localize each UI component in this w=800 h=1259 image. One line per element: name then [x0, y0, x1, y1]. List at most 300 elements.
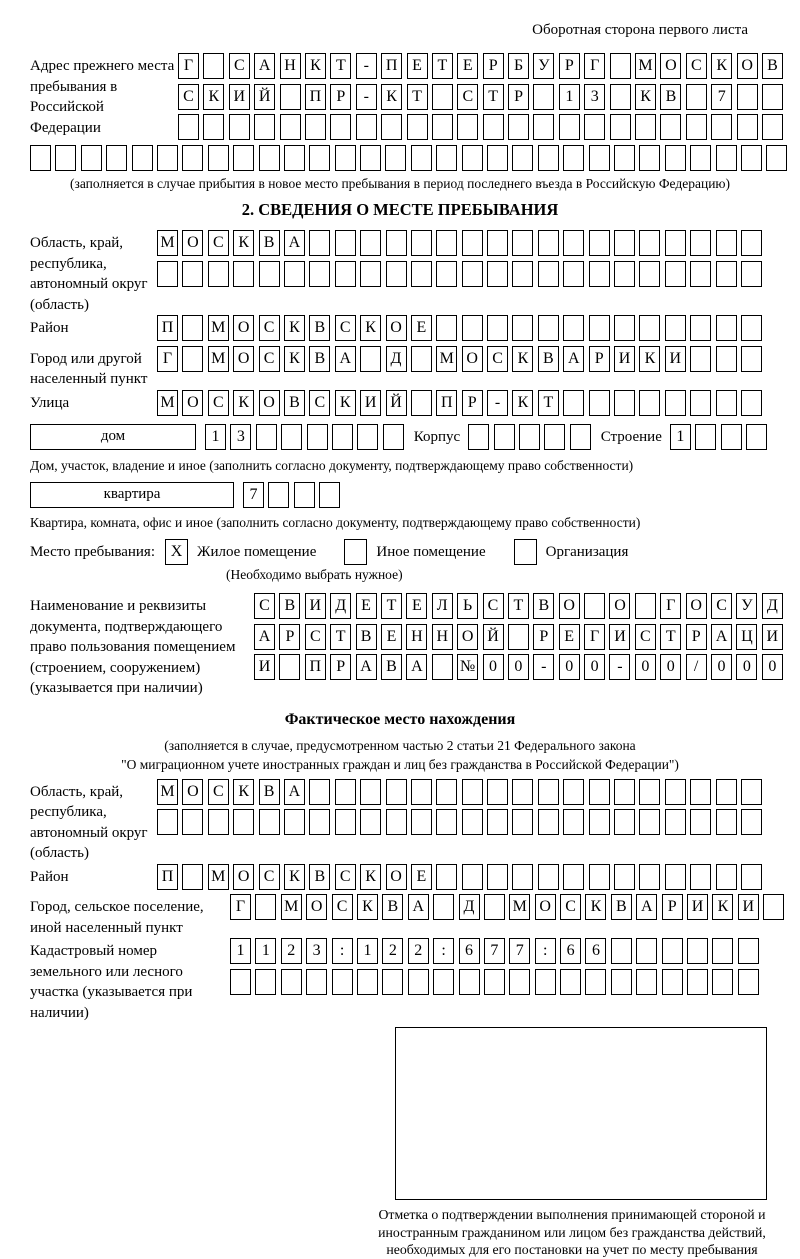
char-cell[interactable]	[512, 809, 533, 835]
char-cell[interactable]: И	[609, 624, 630, 650]
char-cell[interactable]	[280, 84, 301, 110]
char-cell[interactable]	[157, 145, 178, 171]
char-cell[interactable]: А	[356, 654, 377, 680]
char-cell[interactable]: Т	[508, 593, 529, 619]
char-cell[interactable]: С	[335, 864, 356, 890]
char-cell[interactable]	[436, 809, 457, 835]
char-cell[interactable]	[690, 864, 711, 890]
char-cell[interactable]: О	[233, 346, 254, 372]
char-cell[interactable]	[570, 424, 591, 450]
char-cell[interactable]: В	[382, 894, 403, 920]
char-cell[interactable]	[436, 864, 457, 890]
char-cell[interactable]: П	[436, 390, 457, 416]
char-cell[interactable]	[665, 230, 686, 256]
char-cell[interactable]	[386, 230, 407, 256]
char-cell[interactable]: И	[254, 654, 275, 680]
char-cell[interactable]: С	[259, 864, 280, 890]
char-cell[interactable]	[711, 114, 732, 140]
char-cell[interactable]	[610, 84, 631, 110]
char-cell[interactable]	[690, 809, 711, 835]
char-cell[interactable]	[309, 779, 330, 805]
char-cell[interactable]: 0	[559, 654, 580, 680]
char-cell[interactable]: Д	[330, 593, 351, 619]
char-cell[interactable]	[690, 230, 711, 256]
char-cell[interactable]	[563, 809, 584, 835]
char-cell[interactable]: Т	[330, 624, 351, 650]
char-cell[interactable]: С	[259, 315, 280, 341]
char-cell[interactable]: О	[386, 315, 407, 341]
char-cell[interactable]	[462, 864, 483, 890]
char-cell[interactable]: К	[233, 230, 254, 256]
char-cell[interactable]: Н	[280, 53, 301, 79]
char-cell[interactable]: М	[509, 894, 530, 920]
char-cell[interactable]: И	[687, 894, 708, 920]
char-cell[interactable]	[383, 424, 404, 450]
char-cell[interactable]: М	[157, 779, 178, 805]
char-cell[interactable]	[230, 969, 251, 995]
char-cell[interactable]: Р	[483, 53, 504, 79]
char-cell[interactable]: К	[233, 390, 254, 416]
char-cell[interactable]: М	[208, 315, 229, 341]
char-cell[interactable]	[512, 145, 533, 171]
char-cell[interactable]: У	[533, 53, 554, 79]
char-cell[interactable]: О	[306, 894, 327, 920]
char-cell[interactable]	[716, 390, 737, 416]
char-cell[interactable]	[690, 779, 711, 805]
char-cell[interactable]	[81, 145, 102, 171]
char-cell[interactable]: Г	[178, 53, 199, 79]
char-cell[interactable]: О	[660, 53, 681, 79]
char-cell[interactable]: 1	[230, 938, 251, 964]
char-cell[interactable]	[589, 390, 610, 416]
char-cell[interactable]	[716, 779, 737, 805]
char-cell[interactable]	[411, 779, 432, 805]
char-cell[interactable]	[512, 864, 533, 890]
char-cell[interactable]	[512, 230, 533, 256]
char-cell[interactable]: 2	[408, 938, 429, 964]
char-cell[interactable]	[407, 114, 428, 140]
char-cell[interactable]	[411, 346, 432, 372]
checkbox-organization[interactable]	[514, 539, 537, 565]
char-cell[interactable]: В	[259, 230, 280, 256]
char-cell[interactable]: Е	[381, 624, 402, 650]
char-cell[interactable]	[436, 230, 457, 256]
char-cell[interactable]	[436, 261, 457, 287]
char-cell[interactable]	[639, 779, 660, 805]
char-cell[interactable]	[487, 864, 508, 890]
char-cell[interactable]	[509, 969, 530, 995]
char-cell[interactable]	[614, 145, 635, 171]
char-cell[interactable]: С	[259, 346, 280, 372]
char-cell[interactable]: Р	[559, 53, 580, 79]
char-cell[interactable]: И	[229, 84, 250, 110]
char-cell[interactable]: С	[686, 53, 707, 79]
char-cell[interactable]	[538, 261, 559, 287]
char-cell[interactable]	[284, 809, 305, 835]
char-cell[interactable]	[182, 864, 203, 890]
char-cell[interactable]	[208, 261, 229, 287]
char-cell[interactable]: К	[357, 894, 378, 920]
char-cell[interactable]	[690, 261, 711, 287]
char-cell[interactable]: И	[665, 346, 686, 372]
char-cell[interactable]	[636, 938, 657, 964]
char-cell[interactable]: 7	[711, 84, 732, 110]
char-cell[interactable]	[544, 424, 565, 450]
checkbox-other-premises[interactable]	[344, 539, 367, 565]
char-cell[interactable]	[766, 145, 787, 171]
char-cell[interactable]	[335, 230, 356, 256]
char-cell[interactable]: П	[305, 84, 326, 110]
char-cell[interactable]	[563, 315, 584, 341]
char-cell[interactable]	[639, 261, 660, 287]
char-cell[interactable]: М	[208, 346, 229, 372]
char-cell[interactable]	[462, 779, 483, 805]
char-cell[interactable]	[508, 624, 529, 650]
char-cell[interactable]: А	[335, 346, 356, 372]
char-cell[interactable]	[741, 145, 762, 171]
char-cell[interactable]	[690, 390, 711, 416]
char-cell[interactable]: И	[305, 593, 326, 619]
char-cell[interactable]: В	[279, 593, 300, 619]
char-cell[interactable]: М	[281, 894, 302, 920]
char-cell[interactable]: Е	[407, 53, 428, 79]
char-cell[interactable]	[106, 145, 127, 171]
char-cell[interactable]: Т	[407, 84, 428, 110]
char-cell[interactable]	[665, 809, 686, 835]
char-cell[interactable]	[357, 424, 378, 450]
char-cell[interactable]: Р	[330, 84, 351, 110]
char-cell[interactable]	[687, 938, 708, 964]
char-cell[interactable]	[494, 424, 515, 450]
char-cell[interactable]	[360, 346, 381, 372]
char-cell[interactable]	[741, 346, 762, 372]
char-cell[interactable]	[763, 894, 784, 920]
char-cell[interactable]	[459, 969, 480, 995]
char-cell[interactable]: С	[208, 390, 229, 416]
char-cell[interactable]	[360, 261, 381, 287]
char-cell[interactable]	[256, 424, 277, 450]
char-cell[interactable]: -	[356, 84, 377, 110]
char-cell[interactable]	[309, 261, 330, 287]
char-cell[interactable]	[614, 864, 635, 890]
char-cell[interactable]: С	[309, 390, 330, 416]
char-cell[interactable]	[484, 969, 505, 995]
char-cell[interactable]	[563, 145, 584, 171]
char-cell[interactable]	[762, 114, 783, 140]
char-cell[interactable]	[639, 230, 660, 256]
char-cell[interactable]	[614, 230, 635, 256]
char-cell[interactable]	[560, 969, 581, 995]
char-cell[interactable]: А	[563, 346, 584, 372]
char-cell[interactable]: С	[560, 894, 581, 920]
char-cell[interactable]	[589, 809, 610, 835]
char-cell[interactable]	[182, 346, 203, 372]
char-cell[interactable]	[55, 145, 76, 171]
char-cell[interactable]: А	[408, 894, 429, 920]
char-cell[interactable]: В	[309, 315, 330, 341]
char-cell[interactable]	[360, 809, 381, 835]
char-cell[interactable]: К	[305, 53, 326, 79]
char-cell[interactable]	[281, 424, 302, 450]
char-cell[interactable]: Т	[538, 390, 559, 416]
char-cell[interactable]: О	[259, 390, 280, 416]
char-cell[interactable]: К	[360, 315, 381, 341]
char-cell[interactable]: Н	[432, 624, 453, 650]
char-cell[interactable]	[538, 230, 559, 256]
char-cell[interactable]: В	[533, 593, 554, 619]
char-cell[interactable]: Е	[406, 593, 427, 619]
char-cell[interactable]	[255, 969, 276, 995]
char-cell[interactable]: П	[305, 654, 326, 680]
char-cell[interactable]	[512, 261, 533, 287]
char-cell[interactable]	[182, 145, 203, 171]
char-cell[interactable]	[462, 261, 483, 287]
char-cell[interactable]: О	[686, 593, 707, 619]
char-cell[interactable]	[233, 145, 254, 171]
char-cell[interactable]	[284, 261, 305, 287]
char-cell[interactable]	[255, 894, 276, 920]
char-cell[interactable]	[611, 969, 632, 995]
char-cell[interactable]: О	[609, 593, 630, 619]
char-cell[interactable]	[432, 114, 453, 140]
char-cell[interactable]	[457, 114, 478, 140]
char-cell[interactable]	[411, 230, 432, 256]
char-cell[interactable]	[436, 145, 457, 171]
char-cell[interactable]: :	[433, 938, 454, 964]
char-cell[interactable]	[721, 424, 742, 450]
char-cell[interactable]: -	[356, 53, 377, 79]
char-cell[interactable]	[411, 261, 432, 287]
char-cell[interactable]: И	[738, 894, 759, 920]
char-cell[interactable]	[335, 809, 356, 835]
char-cell[interactable]: 2	[382, 938, 403, 964]
char-cell[interactable]	[533, 84, 554, 110]
char-cell[interactable]: Й	[254, 84, 275, 110]
char-cell[interactable]: И	[614, 346, 635, 372]
char-cell[interactable]	[686, 84, 707, 110]
char-cell[interactable]: Б	[508, 53, 529, 79]
char-cell[interactable]	[357, 969, 378, 995]
char-cell[interactable]	[716, 230, 737, 256]
char-cell[interactable]: К	[712, 894, 733, 920]
char-cell[interactable]	[716, 315, 737, 341]
char-cell[interactable]	[279, 654, 300, 680]
char-cell[interactable]: К	[284, 346, 305, 372]
char-cell[interactable]: В	[284, 390, 305, 416]
char-cell[interactable]	[462, 315, 483, 341]
char-cell[interactable]	[30, 145, 51, 171]
char-cell[interactable]: К	[585, 894, 606, 920]
char-cell[interactable]: О	[457, 624, 478, 650]
char-cell[interactable]: №	[457, 654, 478, 680]
char-cell[interactable]: С	[487, 346, 508, 372]
char-cell[interactable]: С	[254, 593, 275, 619]
char-cell[interactable]: В	[538, 346, 559, 372]
char-cell[interactable]	[741, 261, 762, 287]
char-cell[interactable]	[332, 969, 353, 995]
char-cell[interactable]: Т	[330, 53, 351, 79]
char-cell[interactable]: С	[711, 593, 732, 619]
char-cell[interactable]: В	[381, 654, 402, 680]
char-cell[interactable]	[519, 424, 540, 450]
char-cell[interactable]: К	[381, 84, 402, 110]
char-cell[interactable]	[132, 145, 153, 171]
char-cell[interactable]: В	[660, 84, 681, 110]
char-cell[interactable]	[385, 145, 406, 171]
char-cell[interactable]: О	[462, 346, 483, 372]
char-cell[interactable]	[738, 969, 759, 995]
char-cell[interactable]	[665, 145, 686, 171]
char-cell[interactable]	[589, 230, 610, 256]
char-cell[interactable]: А	[636, 894, 657, 920]
char-cell[interactable]: А	[711, 624, 732, 650]
char-cell[interactable]	[386, 779, 407, 805]
char-cell[interactable]	[483, 114, 504, 140]
char-cell[interactable]	[335, 779, 356, 805]
char-cell[interactable]: 7	[484, 938, 505, 964]
char-cell[interactable]	[610, 53, 631, 79]
char-cell[interactable]: 1	[559, 84, 580, 110]
char-cell[interactable]: 1	[670, 424, 691, 450]
char-cell[interactable]: А	[254, 53, 275, 79]
char-cell[interactable]: Р	[279, 624, 300, 650]
char-cell[interactable]	[330, 114, 351, 140]
char-cell[interactable]: Р	[330, 654, 351, 680]
char-cell[interactable]: Й	[386, 390, 407, 416]
char-cell[interactable]: К	[233, 779, 254, 805]
char-cell[interactable]: Е	[356, 593, 377, 619]
char-cell[interactable]	[487, 230, 508, 256]
char-cell[interactable]: 6	[560, 938, 581, 964]
char-cell[interactable]	[259, 809, 280, 835]
char-cell[interactable]: С	[178, 84, 199, 110]
char-cell[interactable]: 0	[483, 654, 504, 680]
char-cell[interactable]: П	[157, 864, 178, 890]
char-cell[interactable]: М	[436, 346, 457, 372]
char-cell[interactable]: О	[233, 864, 254, 890]
char-cell[interactable]: Е	[411, 315, 432, 341]
char-cell[interactable]	[538, 145, 559, 171]
char-cell[interactable]: Р	[508, 84, 529, 110]
char-cell[interactable]: О	[182, 230, 203, 256]
char-cell[interactable]: К	[335, 390, 356, 416]
char-cell[interactable]	[487, 261, 508, 287]
char-cell[interactable]: К	[284, 864, 305, 890]
char-cell[interactable]	[462, 230, 483, 256]
char-cell[interactable]	[563, 261, 584, 287]
char-cell[interactable]	[639, 809, 660, 835]
char-cell[interactable]	[433, 894, 454, 920]
char-cell[interactable]	[665, 261, 686, 287]
char-cell[interactable]	[487, 779, 508, 805]
char-cell[interactable]	[614, 809, 635, 835]
char-cell[interactable]: 1	[357, 938, 378, 964]
char-cell[interactable]: В	[259, 779, 280, 805]
char-cell[interactable]	[360, 779, 381, 805]
char-cell[interactable]	[408, 969, 429, 995]
char-cell[interactable]: О	[559, 593, 580, 619]
char-cell[interactable]	[178, 114, 199, 140]
char-cell[interactable]	[538, 864, 559, 890]
char-cell[interactable]: А	[284, 779, 305, 805]
char-cell[interactable]: Е	[457, 53, 478, 79]
char-cell[interactable]	[508, 114, 529, 140]
char-cell[interactable]	[335, 145, 356, 171]
char-cell[interactable]	[662, 938, 683, 964]
char-cell[interactable]	[411, 390, 432, 416]
char-cell[interactable]: В	[309, 864, 330, 890]
char-cell[interactable]: К	[711, 53, 732, 79]
char-cell[interactable]	[386, 261, 407, 287]
char-cell[interactable]	[559, 114, 580, 140]
char-cell[interactable]: Р	[533, 624, 554, 650]
char-cell[interactable]	[639, 145, 660, 171]
char-cell[interactable]	[432, 654, 453, 680]
char-cell[interactable]	[436, 779, 457, 805]
char-cell[interactable]	[203, 114, 224, 140]
char-cell[interactable]	[665, 315, 686, 341]
char-cell[interactable]	[738, 938, 759, 964]
char-cell[interactable]: С	[335, 315, 356, 341]
char-cell[interactable]	[259, 261, 280, 287]
char-cell[interactable]: 6	[459, 938, 480, 964]
char-cell[interactable]	[589, 779, 610, 805]
char-cell[interactable]	[538, 315, 559, 341]
char-cell[interactable]	[281, 969, 302, 995]
char-cell[interactable]	[686, 114, 707, 140]
char-cell[interactable]: 1	[255, 938, 276, 964]
char-cell[interactable]	[411, 145, 432, 171]
char-cell[interactable]: Р	[686, 624, 707, 650]
char-cell[interactable]: Л	[432, 593, 453, 619]
char-cell[interactable]	[382, 969, 403, 995]
char-cell[interactable]	[254, 114, 275, 140]
char-cell[interactable]: А	[406, 654, 427, 680]
char-cell[interactable]: 2	[281, 938, 302, 964]
char-cell[interactable]: С	[305, 624, 326, 650]
char-cell[interactable]: М	[157, 390, 178, 416]
char-cell[interactable]	[533, 114, 554, 140]
char-cell[interactable]: 0	[762, 654, 783, 680]
char-cell[interactable]: О	[386, 864, 407, 890]
char-cell[interactable]: К	[639, 346, 660, 372]
char-cell[interactable]	[535, 969, 556, 995]
char-cell[interactable]: Г	[584, 624, 605, 650]
char-cell[interactable]: Р	[662, 894, 683, 920]
char-cell[interactable]	[690, 346, 711, 372]
char-cell[interactable]	[563, 230, 584, 256]
char-cell[interactable]	[182, 315, 203, 341]
char-cell[interactable]: 0	[660, 654, 681, 680]
char-cell[interactable]	[208, 145, 229, 171]
char-cell[interactable]: Ц	[736, 624, 757, 650]
char-cell[interactable]: Т	[483, 84, 504, 110]
char-cell[interactable]: -	[487, 390, 508, 416]
char-cell[interactable]	[538, 809, 559, 835]
char-cell[interactable]: П	[381, 53, 402, 79]
char-cell[interactable]	[487, 809, 508, 835]
char-cell[interactable]	[716, 346, 737, 372]
char-cell[interactable]: /	[686, 654, 707, 680]
char-cell[interactable]	[332, 424, 353, 450]
char-cell[interactable]	[635, 593, 656, 619]
char-cell[interactable]: Г	[660, 593, 681, 619]
char-cell[interactable]	[741, 390, 762, 416]
char-cell[interactable]	[487, 315, 508, 341]
char-cell[interactable]: :	[535, 938, 556, 964]
char-cell[interactable]	[584, 114, 605, 140]
char-cell[interactable]	[716, 145, 737, 171]
